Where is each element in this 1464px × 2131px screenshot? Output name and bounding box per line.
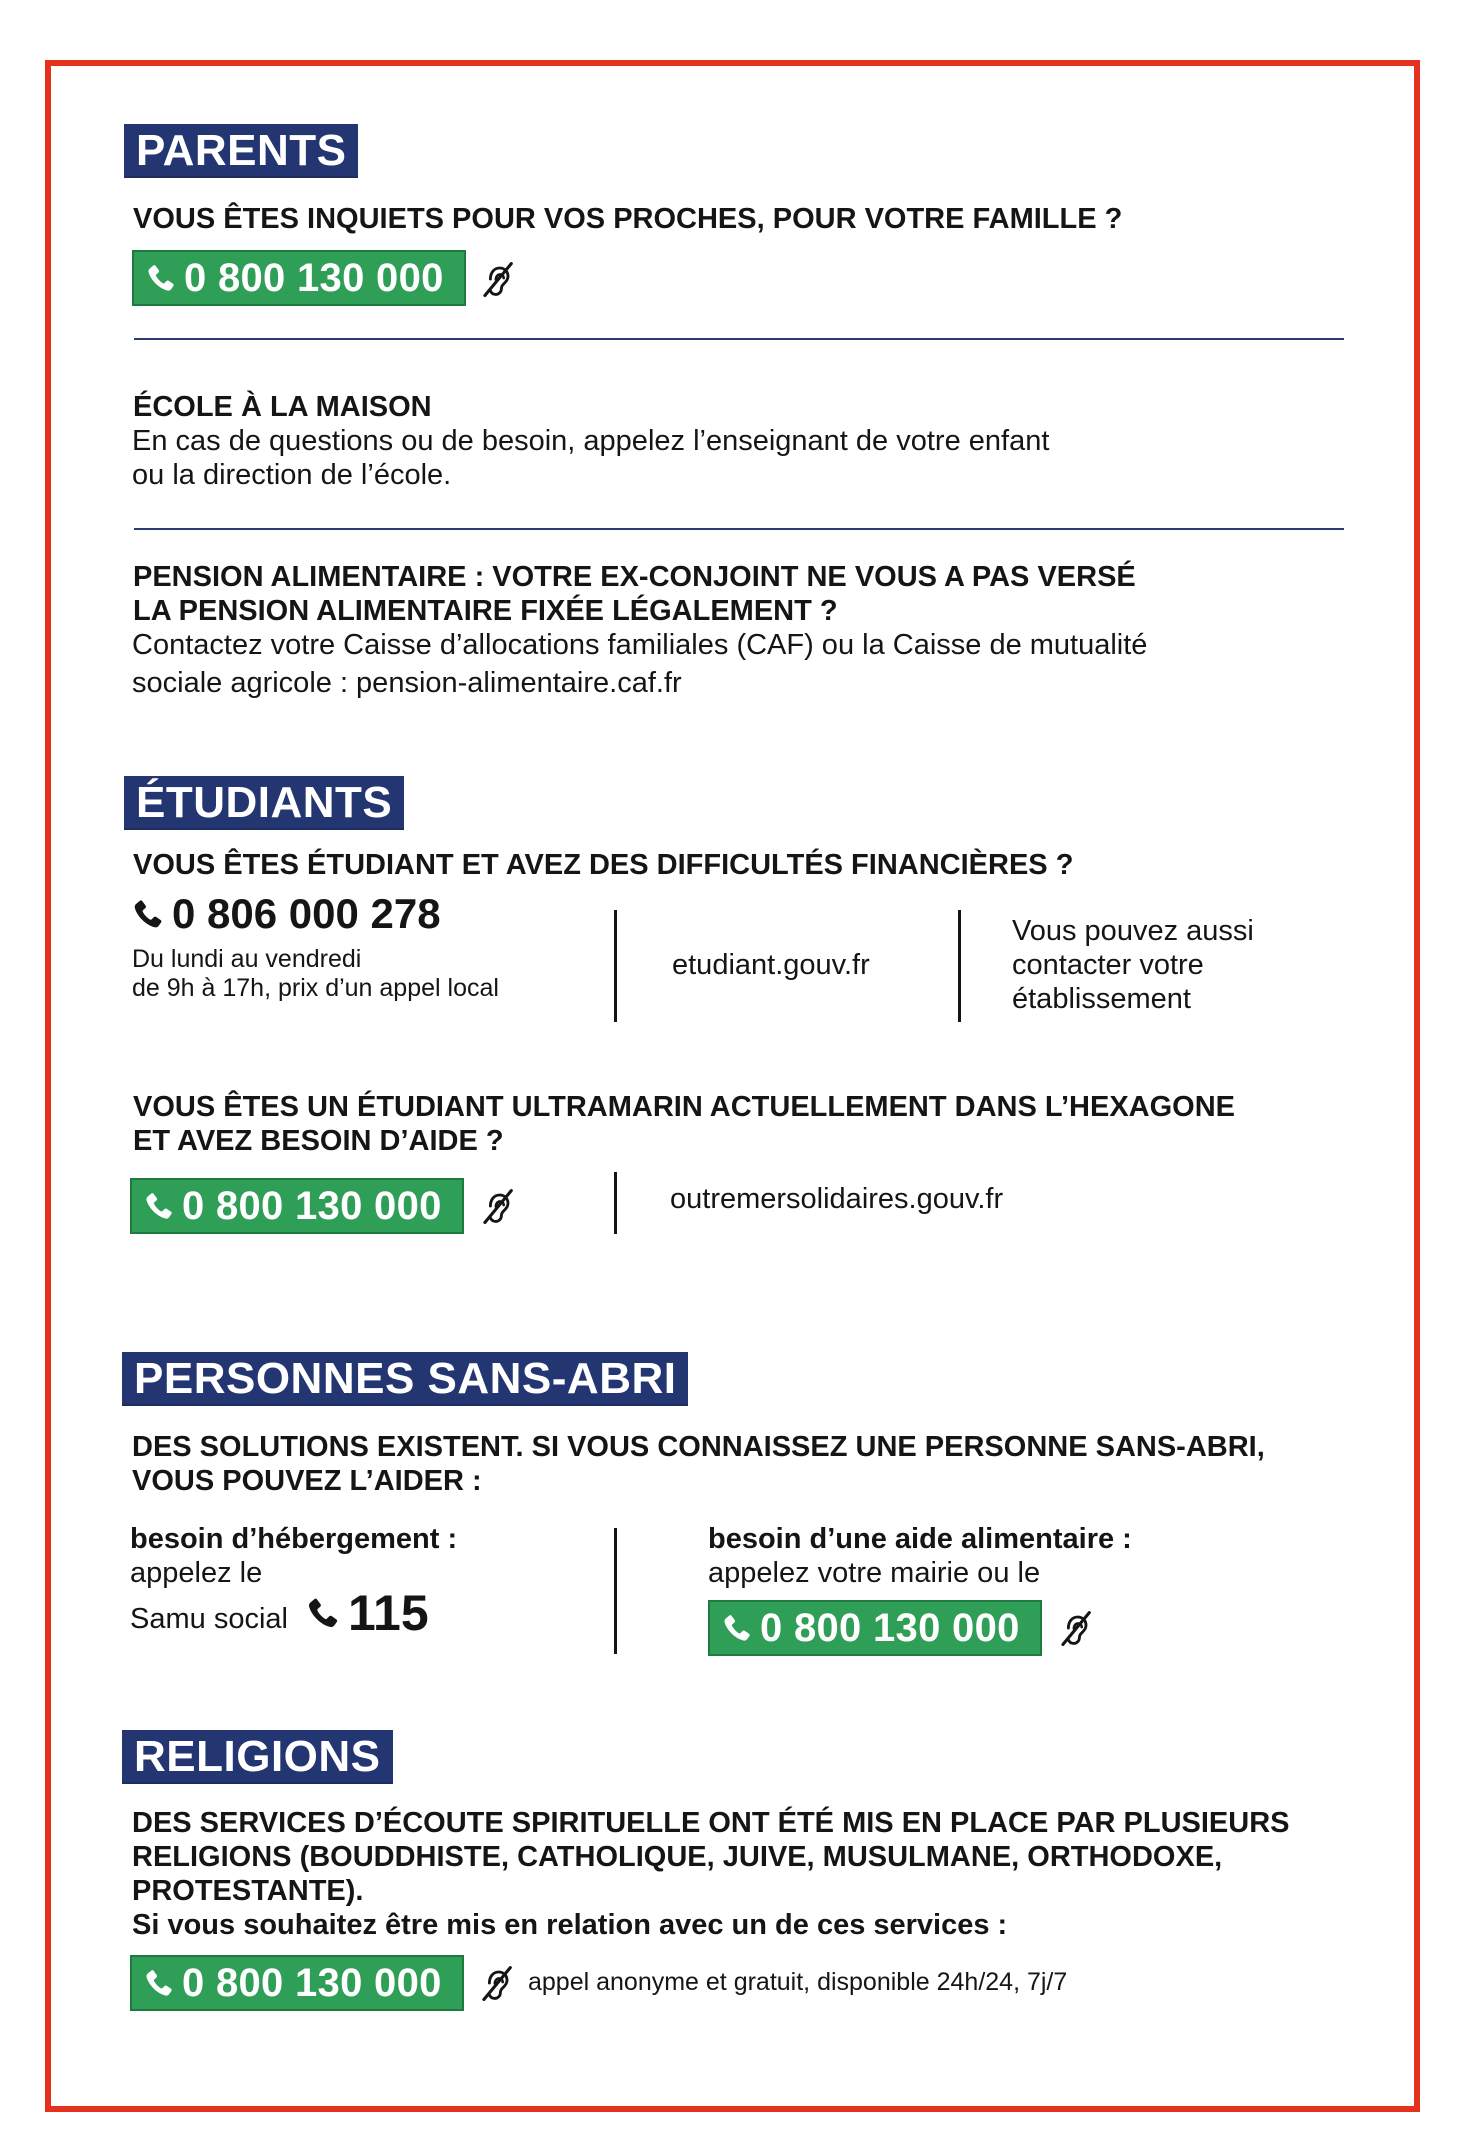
column-divider [614, 910, 617, 1022]
hearing-impaired-icon [1053, 1606, 1097, 1650]
etudiant-website-link[interactable]: etudiant.gouv.fr [672, 949, 870, 981]
divider [134, 338, 1344, 340]
phone-number: 0 800 130 000 [182, 1183, 442, 1228]
religions-line1: DES SERVICES D’ÉCOUTE SPIRITUELLE ONT ÉTÉ MIS EN PLACE PAR PLUSIEURS [132, 1807, 1290, 1839]
ultramarin-question-line2: ET AVEZ BESOIN D’AIDE ? [133, 1125, 504, 1157]
hearing-impaired-icon [474, 1961, 518, 2005]
aide-alimentaire-title: besoin d’une aide alimentaire : [708, 1523, 1132, 1555]
pension-question-line2: LA PENSION ALIMENTAIRE FIXÉE LÉGALEMENT ? [133, 595, 838, 627]
sans-abri-question-line2: VOUS POUVEZ L’AIDER : [132, 1465, 482, 1497]
phone-number: 0 800 130 000 [184, 255, 444, 300]
samu-social-phone[interactable] [304, 1584, 429, 1642]
religions-line3: PROTESTANTE). [132, 1875, 364, 1907]
school-title: ÉCOLE À LA MAISON [133, 391, 432, 423]
hours-line2: de 9h à 17h, prix d’un appel local [132, 974, 499, 1002]
hebergement-line1: appelez le [130, 1557, 263, 1589]
outremer-website-link[interactable]: outremersolidaires.gouv.fr [670, 1183, 1004, 1215]
phone-icon [142, 1189, 176, 1223]
aide-alimentaire-phone-button[interactable] [708, 1600, 1042, 1656]
ultramarin-phone-button[interactable] [130, 1178, 464, 1234]
school-text-line1: En cas de questions ou de besoin, appelez l’enseignant de votre enfant [132, 425, 1050, 457]
parents-phone-button[interactable] [132, 250, 466, 306]
pension-text-line1: Contactez votre Caisse d’allocations familiales (CAF) ou la Caisse de mutualité [132, 629, 1148, 661]
religions-note: appel anonyme et gratuit, disponible 24h/24, 7j/7 [528, 1968, 1068, 1996]
phone-icon [304, 1594, 342, 1632]
hearing-impaired-icon [475, 257, 519, 301]
phone-icon [720, 1611, 754, 1645]
phone-number: 0 800 130 000 [182, 1960, 442, 2005]
column-divider [614, 1172, 617, 1234]
religions-line2: RELIGIONS (BOUDDHISTE, CATHOLIQUE, JUIVE, MUSULMANE, ORTHODOXE, [132, 1841, 1223, 1873]
hours-line1: Du lundi au vendredi [132, 945, 362, 973]
page-frame [45, 60, 1420, 2112]
hearing-impaired-icon [475, 1184, 519, 1228]
parents-question: VOUS ÊTES INQUIETS POUR VOS PROCHES, POUR VOTRE FAMILLE ? [133, 203, 1123, 235]
section-title-etudiants: ÉTUDIANTS [124, 776, 404, 830]
sans-abri-question-line1: DES SOLUTIONS EXISTENT. SI VOUS CONNAISSEZ UNE PERSONNE SANS-ABRI, [132, 1431, 1265, 1463]
contact-line1: Vous pouvez aussi [1012, 915, 1254, 947]
section-title-sans-abri: PERSONNES SANS-ABRI [122, 1352, 688, 1406]
aide-alimentaire-line1: appelez votre mairie ou le [708, 1557, 1041, 1589]
religions-phone-button[interactable] [130, 1955, 464, 2011]
phone-icon [144, 261, 178, 295]
etudiants-phone[interactable] [130, 890, 441, 938]
section-title-parents: PARENTS [124, 124, 358, 178]
contact-line2: contacter votre [1012, 949, 1204, 981]
phone-icon [130, 896, 166, 932]
phone-number: 0 806 000 278 [172, 890, 441, 937]
school-text-line2: ou la direction de l’école. [132, 459, 452, 491]
divider [134, 528, 1344, 530]
section-title-religions: RELIGIONS [122, 1730, 393, 1784]
religions-line4: Si vous souhaitez être mis en relation avec un de ces services : [132, 1909, 1008, 1941]
column-divider [958, 910, 961, 1022]
phone-number: 115 [348, 1585, 429, 1641]
ultramarin-question-line1: VOUS ÊTES UN ÉTUDIANT ULTRAMARIN ACTUELLEMENT DANS L’HEXAGONE [133, 1091, 1236, 1123]
pension-text-line2: sociale agricole : pension-alimentaire.caf.fr [132, 667, 682, 699]
phone-icon [142, 1966, 176, 2000]
column-divider [614, 1528, 617, 1654]
hebergement-title: besoin d’hébergement : [130, 1523, 458, 1555]
contact-line3: établissement [1012, 983, 1191, 1015]
pension-question-line1: PENSION ALIMENTAIRE : VOTRE EX-CONJOINT NE VOUS A PAS VERSÉ [133, 561, 1136, 593]
hebergement-line2: Samu social [130, 1603, 288, 1635]
phone-number: 0 800 130 000 [760, 1605, 1020, 1650]
etudiants-question: VOUS ÊTES ÉTUDIANT ET AVEZ DES DIFFICULTÉS FINANCIÈRES ? [133, 849, 1074, 881]
